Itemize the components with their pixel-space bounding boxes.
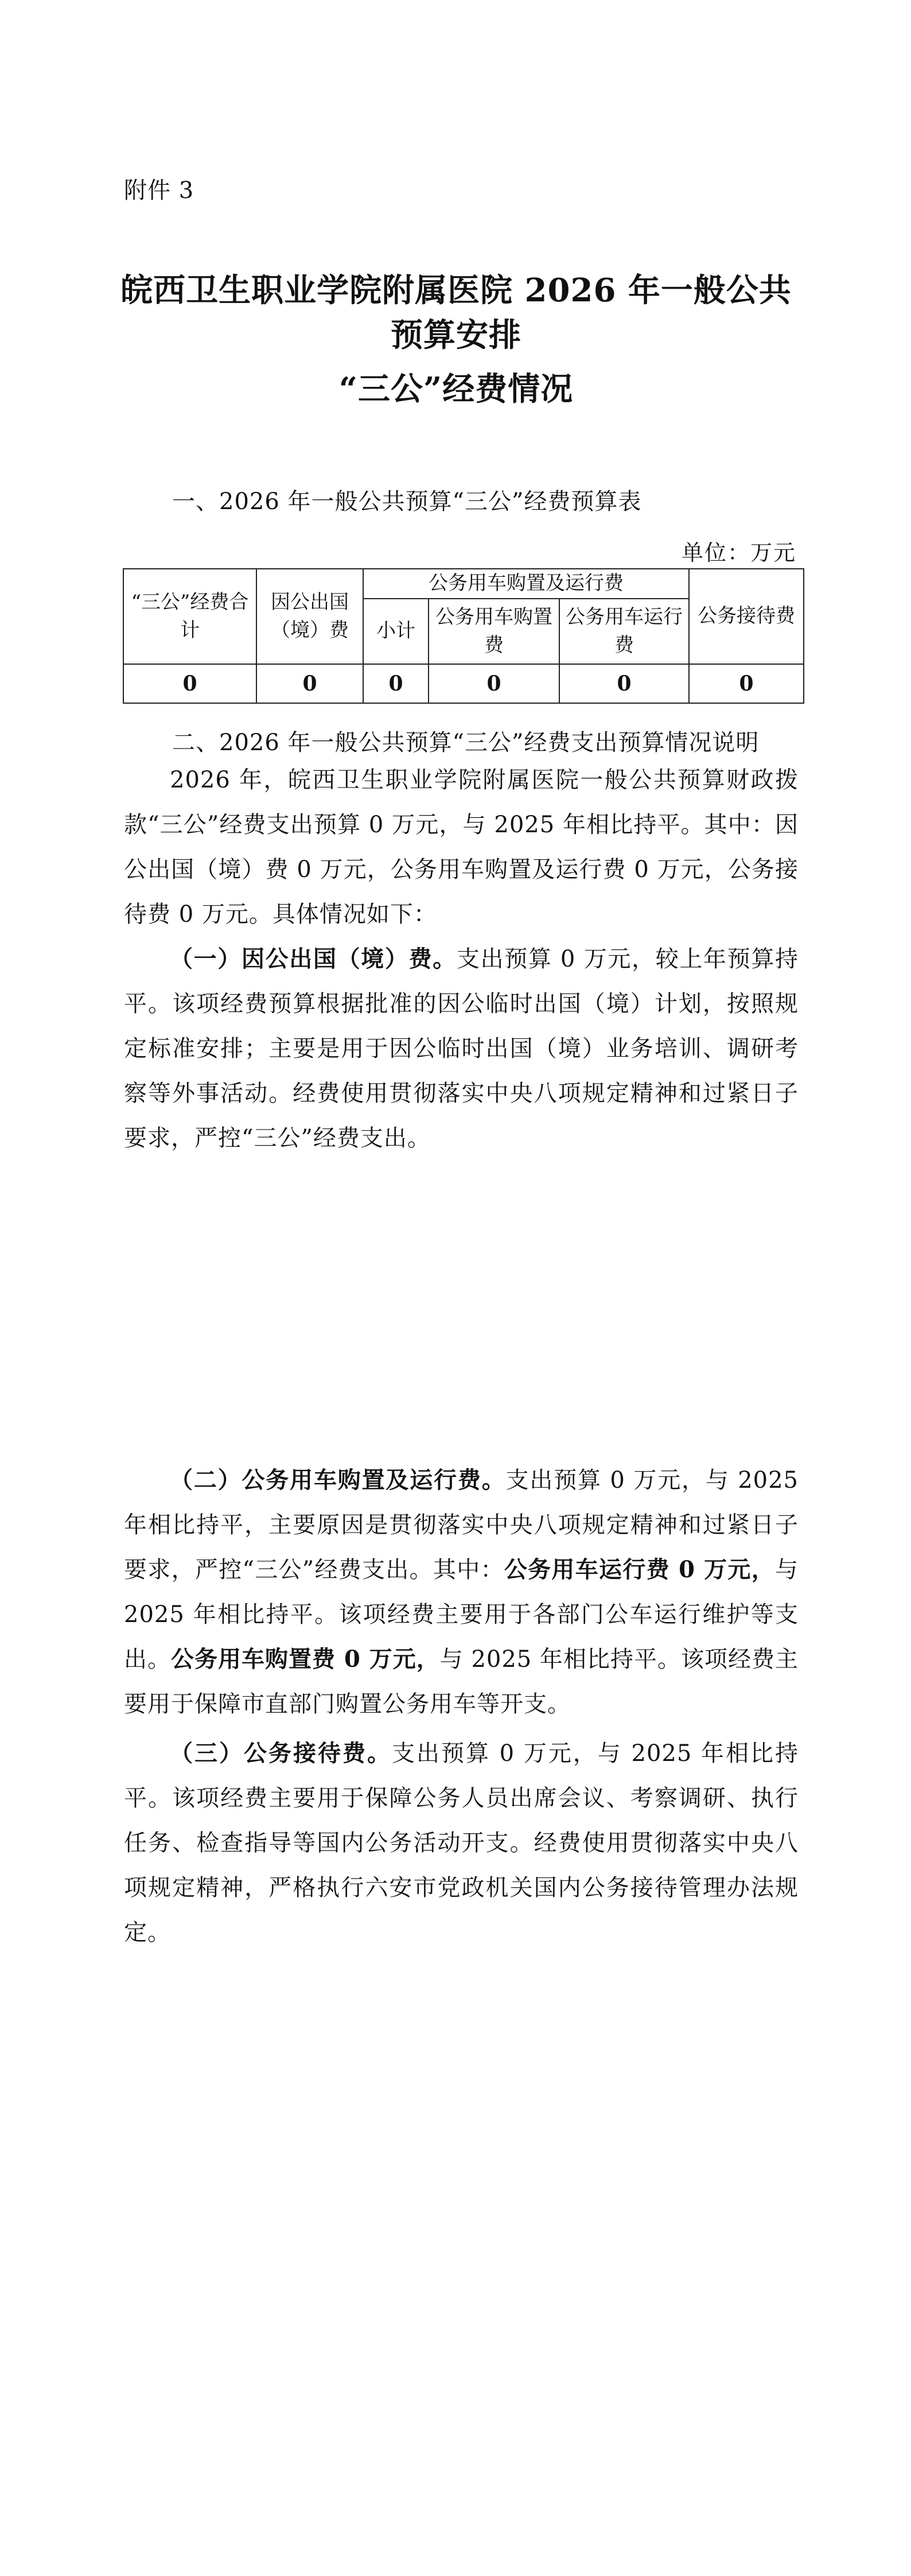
header-total: “三公”经费合计	[123, 569, 256, 664]
value-operation: 0	[559, 664, 689, 703]
header-purchase: 公务用车购置费	[429, 599, 559, 664]
document-title-line3: “三公”经费情况	[338, 370, 574, 408]
value-travel: 0	[256, 664, 363, 703]
header-reception: 公务接待费	[689, 569, 804, 664]
document-title-line1: 皖西卫生职业学院附属医院 2026 年一般公共	[120, 271, 792, 309]
item1-text: 支出预算 0 万元，较上年预算持平。该项经费预算根据批准的因公临时出国（境）计划，按照规定标准安排；主要是用于因公临时出国（境）业务培训、调研考察等外事活动。经费使用贯彻落实中央八项规定精神和过紧日子要求，严控“三公”经费支出。	[124, 946, 799, 1151]
item1-paragraph	[124, 937, 799, 1161]
header-subtotal: 小计	[363, 599, 429, 664]
table-row	[123, 664, 804, 703]
value-total: 0	[123, 664, 256, 703]
item3-text: 支出预算 0 万元，与 2025 年相比持平。该项经费主要用于保障公务人员出席会议、考察调研、执行任务、检查指导等国内公务活动开支。经费使用贯彻落实中央八项规定精神，严格执行六安市党政机关国内公务接待管理办法规定。	[124, 1740, 799, 1946]
item2-bold-a: 公务用车运行费 0 万元，	[504, 1556, 775, 1583]
section1-heading: 一、2026 年一般公共预算“三公”经费预算表	[172, 488, 642, 515]
document-title-line2: 预算安排	[391, 316, 521, 354]
section2-heading: 二、2026 年一般公共预算“三公”经费支出预算情况说明	[172, 730, 760, 756]
value-subtotal: 0	[363, 664, 429, 703]
item2-text-a: 支出预算 0 万元，与 2025 年相比持平，主要原因是贯彻落实中央八项规定精神和过紧日子要求，严控“三公”经费支出。其中：	[124, 1467, 799, 1583]
header-travel: 因公出国（境）费	[256, 569, 363, 664]
value-reception: 0	[689, 664, 804, 703]
item2-paragraph	[124, 1458, 799, 1727]
item2-text-c: 与 2025 年相比持平。该项经费主要用于保障市直部门购置公务用车等开支。	[124, 1646, 799, 1717]
attachment-label: 附件 3	[124, 177, 194, 204]
item1-label: （一）因公出国（境）费。	[170, 945, 457, 972]
item3-paragraph	[124, 1731, 799, 1955]
table-header-row	[123, 569, 804, 599]
unit-label: 单位：万元	[681, 540, 796, 565]
item2-bold-b: 公务用车购置费 0 万元，	[171, 1646, 440, 1673]
budget-table	[123, 568, 804, 704]
intro-paragraph: 2026 年，皖西卫生职业学院附属医院一般公共预算财政拨款“三公”经费支出预算 0 万元，与 2025 年相比持平。其中：因公出国（境）费 0 万元，公务用车购置及运行费 0 万元，公务接待费 0 万元。具体情况如下：	[124, 767, 799, 928]
value-purchase: 0	[429, 664, 559, 703]
item3-label: （三）公务接待费。	[170, 1740, 392, 1767]
item2-label: （二）公务用车购置及运行费。	[170, 1467, 506, 1493]
header-operation: 公务用车运行费	[559, 599, 689, 664]
header-vehicle-group: 公务用车购置及运行费	[363, 569, 689, 599]
item2-text-b: 与 2025 年相比持平。该项经费主要用于各部门公车运行维护等支出。	[124, 1557, 799, 1673]
